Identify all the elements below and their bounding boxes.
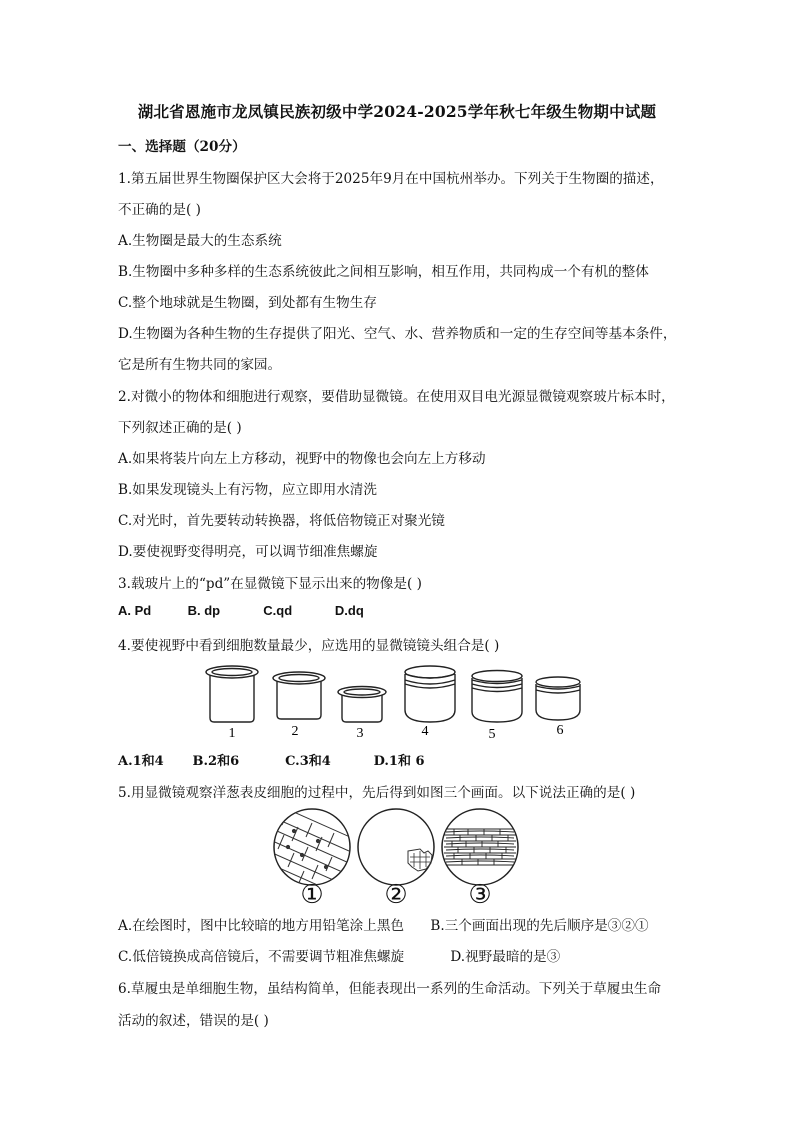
view-2	[358, 809, 434, 885]
q3-option-c: C.qd	[263, 603, 293, 618]
exam-title: 湖北省恩施市龙凤镇民族初级中学2024-2025学年秋七年级生物期中试题	[137, 102, 657, 121]
lens-6	[536, 677, 580, 720]
lens-5	[472, 671, 522, 723]
q5-stem: 5.用显微镜观察洋葱表皮细胞的过程中，先后得到如图三个画面。以下说法正确的是( )	[118, 785, 636, 801]
q5-option-b: B.三个画面出现的先后顺序是③②①	[430, 918, 649, 934]
q5-options-row2	[118, 945, 688, 965]
lens-label-1: 1	[228, 726, 236, 740]
q5-option-c: C.低倍镜换成高倍镜后，不需要调节粗准焦螺旋	[118, 949, 405, 965]
q2-option-d: D.要使视野变得明亮，可以调节细准焦螺旋	[118, 544, 378, 560]
q2-option-a: A.如果将装片向左上方移动，视野中的物像也会向左上方移动	[118, 451, 486, 467]
q1-option-c: C.整个地球就是生物圈，到处都有生物生存	[118, 295, 377, 311]
lens-label-6: 6	[556, 723, 564, 738]
q1-option-a: A.生物圈是最大的生态系统	[118, 233, 282, 249]
q1-stem-line1: 1.第五届世界生物圈保护区大会将于2025年9月在中国杭州举办。下列关于生物圈的描述，	[118, 171, 664, 187]
section-heading: 一、选择题（20分）	[118, 139, 246, 155]
q1-option-d-line1: D.生物圈为各种生物的生存提供了阳光、空气、水、营养物质和一定的生存空间等基本条件，	[118, 326, 677, 342]
lens-1	[206, 666, 258, 722]
q5-option-d: D.视野最暗的是③	[450, 949, 561, 965]
view-label-1: ①	[300, 880, 324, 905]
view-label-2: ②	[384, 880, 408, 905]
q4-lens-figure	[200, 660, 590, 740]
q1-option-b: B.生物圈中多种多样的生态系统彼此之间相互影响，相互作用，共同构成一个有机的整体	[118, 264, 649, 280]
q4-option-c: C.3和4	[285, 754, 331, 769]
view-label-3: ③	[468, 880, 492, 905]
q2-option-c: C.对光时，首先要转动转换器，将低倍物镜正对聚光镜	[118, 513, 445, 529]
q4-options	[118, 750, 688, 769]
q6-stem-line2: 活动的叙述，错误的是( )	[118, 1013, 269, 1029]
q2-stem-line2: 下列叙述正确的是( )	[118, 420, 242, 436]
lens-label-4: 4	[421, 724, 429, 739]
q3-option-d: D.dq	[334, 603, 364, 618]
q2-stem-line1: 2.对微小的物体和细胞进行观察，要借助显微镜。在使用双目电光源显微镜观察玻片标本时，	[118, 389, 675, 405]
lens-3	[338, 687, 386, 723]
q5-option-a: A.在绘图时，图中比较暗的地方用铅笔涂上黑色	[118, 918, 405, 934]
q3-options	[118, 603, 688, 618]
lens-2	[273, 672, 325, 719]
q5-view-figure	[268, 805, 528, 905]
q1-stem-line2: 不正确的是( )	[118, 202, 201, 218]
q1-option-d-line2: 它是所有生物共同的家园。	[118, 357, 282, 373]
q3-stem: 3.载玻片上的“pd”在显微镜下显示出来的物像是( )	[118, 576, 422, 592]
q2-option-b: B.如果发现镜头上有污物，应立即用水清洗	[118, 482, 377, 498]
lens-4	[405, 666, 455, 722]
q4-stem: 4.要使视野中看到细胞数量最少，应选用的显微镜镜头组合是( )	[118, 638, 500, 654]
q4-option-a: A.1和4	[118, 754, 164, 769]
lens-label-5: 5	[488, 727, 496, 740]
q3-option-b: B. dp	[187, 603, 221, 618]
q4-option-d: D.1和 6	[373, 754, 425, 769]
lens-label-2: 2	[291, 724, 299, 739]
lens-label-3: 3	[356, 726, 364, 740]
q5-options-row1	[118, 914, 688, 934]
q4-option-b: B.2和6	[192, 754, 240, 769]
q3-option-a: A. Pd	[118, 603, 152, 618]
q6-stem-line1: 6.草履虫是单细胞生物，虽结构简单，但能表现出一系列的生命活动。下列关于草履虫生命	[118, 981, 662, 997]
view-3	[442, 809, 518, 885]
